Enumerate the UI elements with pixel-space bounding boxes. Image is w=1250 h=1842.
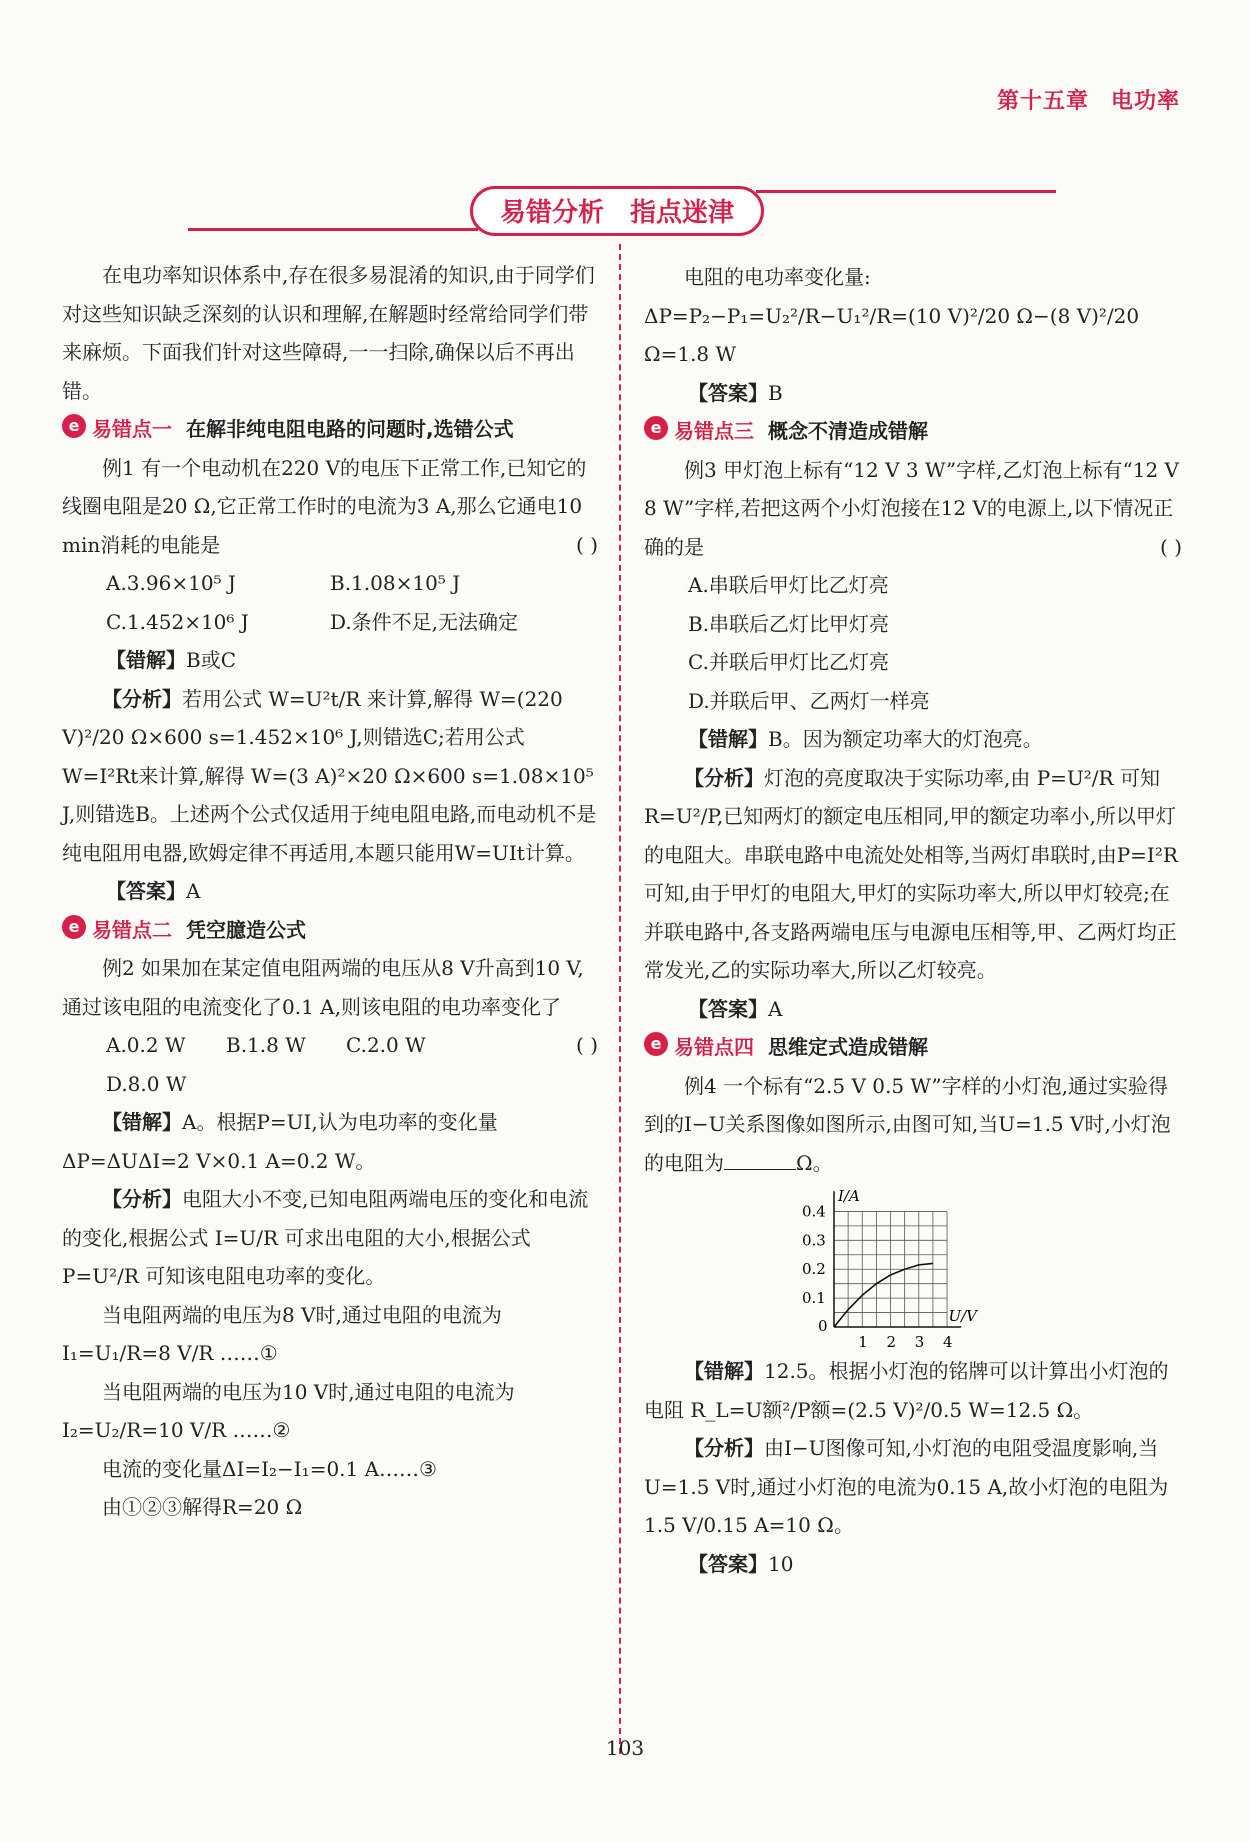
chapter-title: 电功率 [1110, 89, 1180, 114]
wrong-label: 【错解】 [684, 1359, 764, 1383]
answer-blank-2: ( ) [576, 1033, 598, 1057]
example-2-text: 例2 如果加在某定值电阻两端的电压从8 V升高到10 V,通过该电阻的电流变化了0.1 A,则该电阻的电功率变化了 [62, 956, 584, 1019]
example-3 [644, 451, 1182, 567]
example-1-options [62, 564, 598, 641]
wrong-text: B或C [186, 648, 236, 672]
example-2-options [62, 1026, 598, 1103]
banner-line-right [756, 190, 1056, 193]
answer-blank-3: ( ) [1160, 534, 1182, 559]
option-b: B.1.8 W [226, 1033, 306, 1057]
wrong-label: 【错解】 [106, 648, 186, 672]
iu-chart-wrap [644, 1182, 1182, 1352]
banner-left-text: 易错分析 [499, 198, 604, 228]
pitfall-tag-1: e 易错点一 [62, 410, 172, 449]
step-2: 当电阻两端的电压为10 V时,通过电阻的电流为 [102, 1379, 515, 1404]
column-divider [619, 244, 621, 1754]
analysis-2 [62, 1180, 598, 1296]
power-change-formula: ΔP=P₂−P₁=U₂²/R−U₁²/R=(10 V)²/20 Ω−(8 V)²/20 Ω=1.8 W [644, 303, 1140, 366]
pitfall-title-2: 凭空臆造公式 [186, 917, 306, 942]
x-tick-label: 4 [943, 1333, 953, 1351]
analysis-label: 【分析】 [684, 1436, 764, 1460]
y-tick-label: 0.3 [802, 1231, 826, 1250]
answer-label: 【答案】 [688, 380, 768, 405]
example-4 [644, 1067, 1182, 1183]
wrong-solution-4 [644, 1352, 1182, 1429]
banner-line-left [188, 228, 478, 231]
pitfall-heading-2 [62, 911, 598, 950]
wrong-text: B。因为额定功率大的灯泡亮。 [768, 727, 1043, 751]
analysis-label: 【分析】 [102, 1187, 182, 1211]
option-d: D.8.0 W [106, 1071, 187, 1096]
answer-label: 【答案】 [106, 879, 186, 903]
analysis-label: 【分析】 [102, 686, 182, 711]
wrong-solution-3 [644, 720, 1182, 759]
option-a: A.3.96×10⁵ J [106, 571, 236, 595]
analysis-text: 灯泡的亮度取决于实际功率,由 P=U²/R 可知 R=U²/P,已知两灯的额定电压相同,甲的额定功率小,所以甲灯的电阻大。串联电路中电流处处相等,当两灯串联时,由P=I²R可知,由于甲灯的电阻大,甲灯的实际功率大,所以甲灯较亮;在并联电路中,各支路两端电压与电源电压相等,甲、乙两灯均正常发光,乙的实际功率大,所以乙灯较亮。 [644, 765, 1178, 982]
intro-paragraph: 在电功率知识体系中,存在很多易混淆的知识,由于同学们对这些知识缺乏深刻的认识和理解,在解题时经常给同学们带来麻烦。下面我们针对这些障碍,一一扫除,确保以后不再出错。 [62, 263, 595, 403]
option-a: A.串联后甲灯比乙灯亮 [688, 573, 889, 597]
option-b: B.串联后乙灯比甲灯亮 [688, 611, 890, 636]
example-3-text: 例3 甲灯泡上标有“12 V 3 W”字样,乙灯泡上标有“12 V 8 W”字样,若把这两个小灯泡接在12 V的电源上,以下情况正确的是 [644, 457, 1179, 559]
iu-chart [794, 1182, 1004, 1352]
y-tick-label: 0.2 [802, 1260, 826, 1279]
analysis-text: 由I−U图像可知,小灯泡的电阻受温度影响,当U=1.5 V时,通过小灯泡的电流为0.15 A,故小灯泡的电阻为 1.5 V/0.15 A=10 Ω。 [644, 1436, 1169, 1537]
answer-blank-1: ( ) [576, 532, 598, 557]
formula-2: I₂=U₂/R=10 V/R ……② [62, 1418, 291, 1442]
step-4: 由①②③解得R=20 Ω [102, 1495, 303, 1519]
formula-1: I₁=U₁/R=8 V/R ……① [62, 1341, 278, 1365]
x-axis-label: U/V [948, 1307, 977, 1325]
analysis-text: 若用公式 W=U²t/R 来计算,解得 W=(220 V)²/20 Ω×600 s=1.452×10⁶ J,则错选C;若用公式 W=I²Rt来计算,解得 W=(3 A)²×20 Ω×600 s=1.08×10⁵ J,则错选B。上述两个公式仅适用于纯电阻电路,而电动机不是纯电阻用电器,欧姆定律不再适用,本题只能用W=UIt计算。 [62, 686, 597, 865]
wrong-solution-2 [62, 1103, 598, 1180]
analysis-3 [644, 759, 1182, 990]
analysis-1 [62, 680, 598, 873]
step-3: 电流的变化量ΔI=I₂−I₁=0.1 A……③ [102, 1456, 437, 1481]
answer-1 [62, 872, 598, 911]
fill-blank [724, 1149, 796, 1170]
y-axis-label: I/A [838, 1187, 860, 1205]
answer-text: 10 [768, 1551, 794, 1576]
y-tick-label: 0.1 [802, 1289, 826, 1308]
option-c: C.2.0 W [346, 1033, 426, 1057]
pitfall-tag-2: e 易错点二 [62, 911, 172, 950]
answer-text: A [768, 996, 783, 1021]
pitfall-tag-3: e 易错点三 [644, 412, 754, 451]
example-4-unit: Ω。 [796, 1150, 833, 1175]
option-d: D.并联后甲、乙两灯一样亮 [688, 688, 930, 713]
chapter-header [997, 84, 1180, 115]
x-tick-label: 2 [886, 1333, 897, 1351]
x-tick-label: 1 [858, 1333, 868, 1351]
pitfall-heading-1 [62, 410, 598, 449]
pitfall-heading-4 [644, 1028, 1182, 1067]
x-tick-label: 0 [818, 1317, 828, 1335]
pitfall-title-3: 概念不清造成错解 [768, 419, 928, 443]
wrong-solution-1 [62, 641, 598, 680]
section-banner [470, 186, 764, 236]
answer-label: 【答案】 [688, 1551, 768, 1576]
pitfall-title-4: 思维定式造成错解 [768, 1035, 928, 1059]
analysis-text: 电阻大小不变,已知电阻两端电压的变化和电流的变化,根据公式 I=U/R 可求出电阻的大小,根据公式 P=U²/R 可知该电阻电功率的变化。 [62, 1187, 589, 1288]
option-a: A.0.2 W [106, 1033, 186, 1057]
option-b: B.1.08×10⁵ J [330, 571, 461, 595]
banner-right-text: 指点迷津 [630, 198, 735, 228]
iu-curve [834, 1263, 933, 1327]
answer-text: A [186, 879, 201, 903]
analysis-4 [644, 1429, 1182, 1545]
chapter-number: 第十五章 [996, 89, 1089, 114]
pitfall-tag-4: e 易错点四 [644, 1028, 754, 1067]
example-1 [62, 449, 598, 565]
pitfall-heading-3 [644, 412, 1182, 451]
example-4-text: 例4 一个标有“2.5 V 0.5 W”字样的小灯泡,通过实验得到的I−U关系图像如图所示,由图可知,当U=1.5 V时,小灯泡的电阻为 [644, 1073, 1171, 1175]
answer-4 [644, 1545, 1182, 1584]
wrong-label: 【错解】 [688, 727, 768, 751]
y-tick-label: 0.4 [802, 1202, 826, 1221]
answer-3 [644, 990, 1182, 1029]
analysis-label: 【分析】 [684, 765, 764, 790]
answer-text: B [768, 380, 783, 405]
option-c: C.1.452×10⁶ J [106, 609, 249, 634]
option-c: C.并联后甲灯比乙灯亮 [688, 650, 889, 674]
pitfall-title-1: 在解非纯电阻电路的问题时,选错公式 [186, 417, 514, 441]
left-column [62, 256, 598, 1527]
answer-2 [644, 374, 1182, 413]
answer-label: 【答案】 [688, 996, 768, 1021]
right-column [644, 258, 1182, 1583]
wrong-label: 【错解】 [102, 1110, 182, 1134]
step-1: 当电阻两端的电压为8 V时,通过电阻的电流为 [102, 1302, 502, 1327]
x-tick-label: 3 [914, 1333, 925, 1351]
wrong-text: 12.5。根据小灯泡的铭牌可以计算出小灯泡的电阻 R_L=U额²/P额=(2.5 V)²/0.5 W=12.5 Ω。 [644, 1359, 1169, 1422]
example-1-text: 例1 有一个电动机在220 V的电压下正常工作,已知它的线圈电阻是20 Ω,它正常工作时的电流为3 A,那么它通电10 min消耗的电能是 [62, 455, 587, 557]
page-number: 103 [605, 1736, 645, 1760]
option-d: D.条件不足,无法确定 [330, 609, 519, 634]
continued-text: 电阻的电功率变化量: [684, 265, 871, 289]
wrong-text: A。根据P=UI,认为电功率的变化量ΔP=ΔUΔI=2 V×0.1 A=0.2 W。 [62, 1110, 498, 1173]
